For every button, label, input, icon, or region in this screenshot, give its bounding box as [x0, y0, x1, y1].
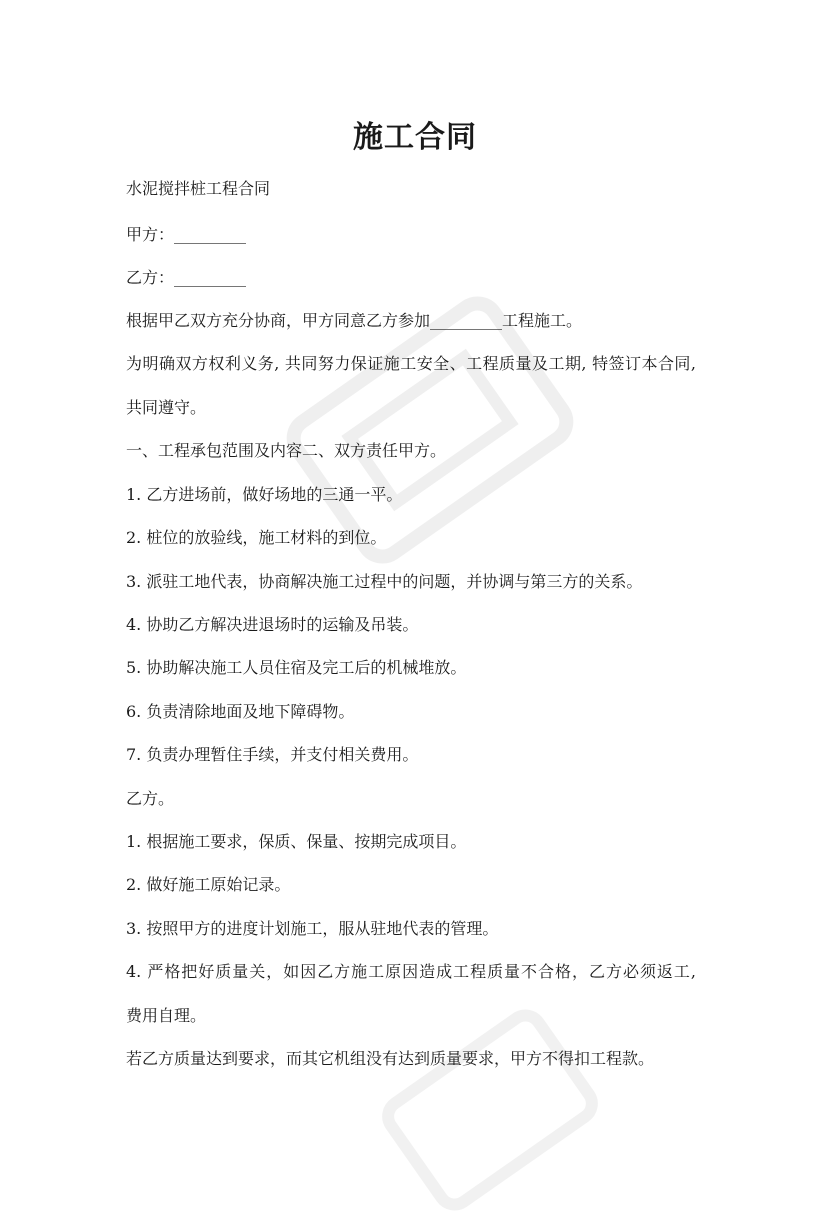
intro-paragraph-2: 为明确双方权利义务, 共同努力保证施工安全、工程质量及工期, 特签订本合同, — [126, 354, 696, 373]
intro-paragraph-2-cont: 共同遵守。 — [126, 398, 207, 417]
party-b-line: 乙方：_________ — [126, 268, 247, 287]
list-item: 2. 做好施工原始记录。 — [126, 875, 291, 894]
list-item: 4. 协助乙方解决进退场时的运输及吊装。 — [126, 615, 419, 634]
list-item: 5. 协助解决施工人员住宿及完工后的机械堆放。 — [126, 658, 467, 677]
document-title: 施工合同 — [353, 120, 477, 155]
list-item: 3. 派驻工地代表，协商解决施工过程中的问题，并协调与第三方的关系。 — [126, 572, 643, 591]
list-item: 4. 严格把好质量关，如因乙方施工原因造成工程质量不合格，乙方必须返工, — [126, 962, 696, 981]
list-item: 3. 按照甲方的进度计划施工，服从驻地代表的管理。 — [126, 919, 499, 938]
party-b-heading: 乙方。 — [126, 789, 175, 808]
list-item: 1. 乙方进场前，做好场地的三通一平。 — [126, 485, 403, 504]
list-item: 1. 根据施工要求，保质、保量、按期完成项目。 — [126, 832, 467, 851]
party-a-line: 甲方：_________ — [126, 225, 247, 244]
section-heading: 一、工程承包范围及内容二、双方责任甲方。 — [126, 441, 447, 460]
list-item: 2. 桩位的放验线，施工材料的到位。 — [126, 528, 387, 547]
list-item: 6. 负责清除地面及地下障碍物。 — [126, 702, 355, 721]
list-item: 7. 负责办理暂住手续，并支付相关费用。 — [126, 745, 419, 764]
intro-paragraph-1: 根据甲乙双方充分协商，甲方同意乙方参加_________工程施工。 — [126, 311, 583, 330]
closing-paragraph: 若乙方质量达到要求，而其它机组没有达到质量要求，甲方不得扣工程款。 — [126, 1049, 655, 1068]
watermark-icon — [368, 995, 612, 1224]
list-item-cont: 费用自理。 — [126, 1006, 207, 1025]
contract-subtitle: 水泥搅拌桩工程合同 — [126, 179, 271, 198]
